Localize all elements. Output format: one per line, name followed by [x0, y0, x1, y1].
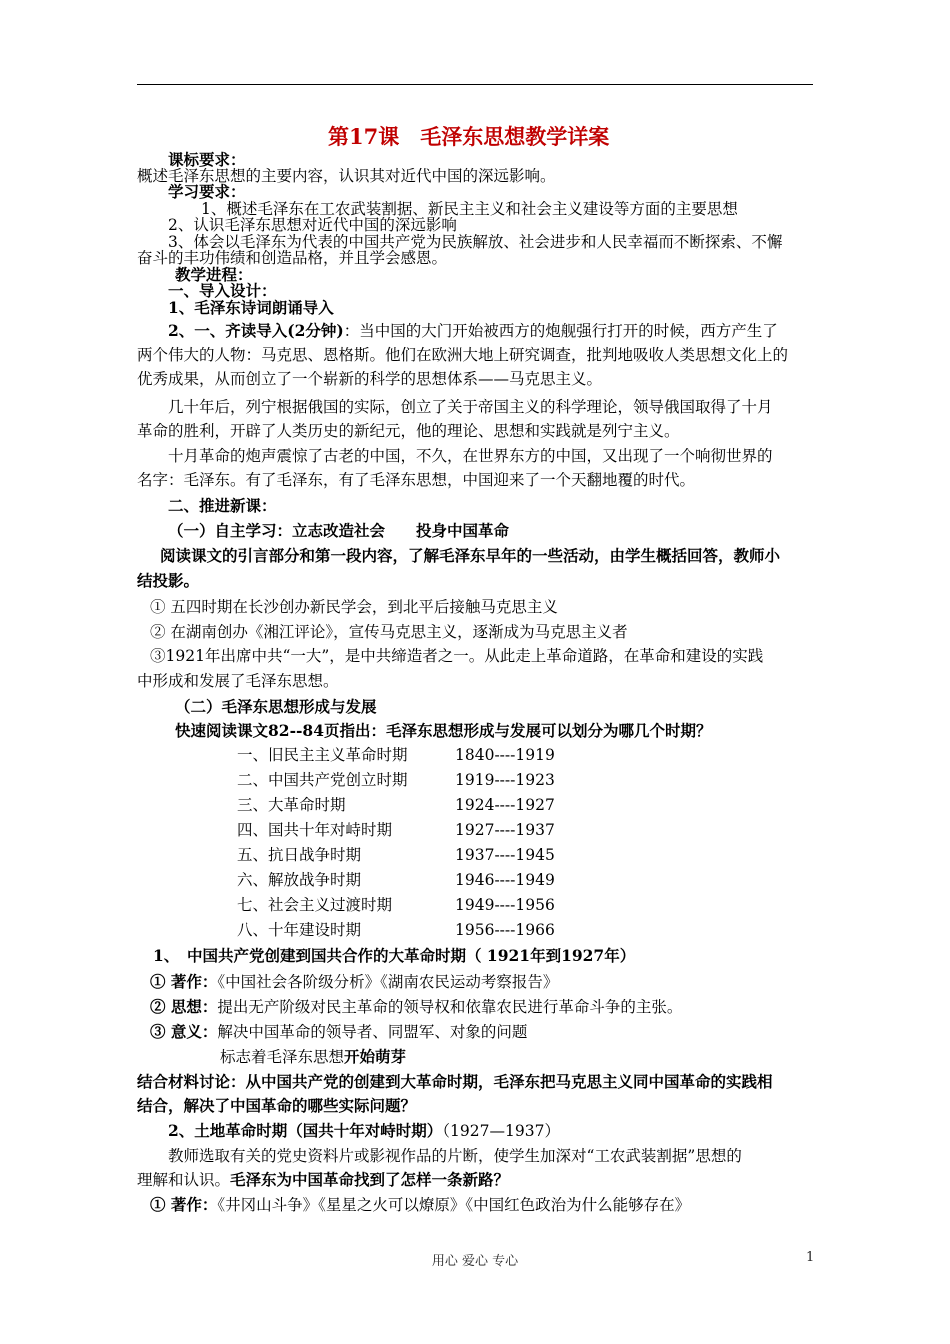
period-label: 二、中国共产党创立时期 — [237, 771, 408, 789]
text-line-content: 结合，解决了中国革命的哪些实际问题？ — [137, 1096, 417, 1115]
period-label: 八、十年建设时期 — [237, 921, 362, 939]
text-line — [150, 972, 558, 992]
text-line — [168, 397, 773, 417]
period-years: 1949----1956 — [455, 896, 555, 914]
text-line-content: 十月革命的炮声震惊了古老的中国，不久，在世界东方的中国，又出现了一个响彻世界的 — [168, 447, 773, 465]
period-label: 七、社会主义过渡时期 — [237, 896, 393, 914]
text-line — [137, 1072, 773, 1092]
text-line — [220, 1047, 406, 1067]
period-years: 1937----1945 — [455, 846, 555, 864]
text-line-content: 学习要求： — [168, 182, 246, 201]
text-line-content: （1927—1937） — [442, 1122, 560, 1140]
page-title: 第17课 毛泽东思想教学详案 — [328, 124, 610, 149]
text-line — [137, 369, 602, 389]
text-line-content: （二）毛泽东思想形成与发展 — [175, 697, 377, 716]
page-footer: 用心 爱心 专心 — [431, 1254, 519, 1269]
text-line-content: 中形成和发展了毛泽东思想。 — [137, 672, 339, 690]
period-years: 1919----1923 — [455, 771, 555, 789]
text-line-lead: ② 思想： — [150, 997, 218, 1016]
text-line — [175, 721, 712, 741]
text-line — [137, 671, 339, 691]
text-line-content: 结合材料讨论：从中国共产党的创建到大革命时期，毛泽东把马克思主义同中国革命的实践相 — [137, 1072, 773, 1091]
text-line-content: 概述毛泽东思想的主要内容，认识其对近代中国的深远影响。 — [137, 167, 556, 185]
text-line — [137, 470, 695, 490]
text-line-content: 奋斗的丰功伟绩和创造品格，并且学会感恩。 — [137, 249, 448, 267]
text-line-content: 《井冈山斗争》《星星之火可以燎原》《中国红色政治为什么能够存在》 — [217, 1196, 691, 1214]
text-line-content: 一、导入设计： — [168, 281, 277, 300]
text-line-content: 1、毛泽东诗词朗诵导入 — [168, 298, 334, 317]
text-line — [168, 1121, 560, 1141]
text-line-content: 教学进程： — [175, 265, 253, 284]
text-line-content: 课标要求： — [168, 150, 246, 169]
period-label: 四、国共十年对峙时期 — [237, 821, 393, 839]
page-number: 1 — [806, 1250, 815, 1265]
text-line-content: 几十年后，列宁根据俄国的实际，创立了关于帝国主义的科学理论，领导俄国取得了十月 — [168, 398, 773, 416]
text-line-lead: 2、土地革命时期（国共十年对峙时期） — [168, 1121, 443, 1140]
text-line — [150, 622, 628, 642]
text-line-lead: 2、一、齐读导入(2分钟) — [168, 321, 344, 340]
text-line-lead: ① 著作： — [150, 1195, 218, 1214]
text-line — [168, 298, 334, 318]
text-line — [160, 546, 780, 566]
text-line-content: 教师选取有关的党史资料片或影视作品的片断，使学生加深对“工农武装割据”思想的 — [168, 1147, 742, 1165]
period-years: 1946----1949 — [455, 871, 555, 889]
text-line — [150, 597, 558, 617]
text-line — [168, 446, 773, 466]
text-line — [153, 946, 635, 966]
text-line — [137, 1096, 416, 1116]
text-line-lead: ① 著作： — [150, 972, 218, 991]
text-line-content: ② 在湖南创办《湘江评论》，宣传马克思主义，逐渐成为马克思主义者 — [150, 623, 628, 641]
text-line — [150, 1022, 527, 1042]
period-years: 1840----1919 — [455, 746, 555, 764]
text-line-content: 结投影。 — [137, 571, 200, 590]
text-line — [168, 521, 509, 541]
text-line-content: 革命的胜利，开辟了人类历史的新纪元，他的理论、思想和实践就是列宁主义。 — [137, 422, 680, 440]
text-line-content: 优秀成果，从而创立了一个崭新的科学的思想体系——马克思主义。 — [137, 370, 603, 388]
text-line-content: 快速阅读课文82--84页指出：毛泽东思想形成与发展可以划分为哪几个时期？ — [175, 721, 712, 740]
text-line-content: 解决中国革命的领导者、同盟军、对象的问题 — [217, 1023, 528, 1041]
text-line-emphasis: 毛泽东为中国革命找到了怎样一条新路？ — [230, 1170, 510, 1189]
text-line — [168, 321, 778, 341]
period-label: 六、解放战争时期 — [237, 871, 362, 889]
period-years: 1927----1937 — [455, 821, 555, 839]
text-line-content: 名字：毛泽东。有了毛泽东，有了毛泽东思想，中国迎来了一个天翻地覆的时代。 — [137, 471, 696, 489]
text-line — [137, 1170, 509, 1190]
text-line-lead: ③ 意义： — [150, 1022, 218, 1041]
text-line — [137, 571, 199, 591]
text-line-content: 1、概述毛泽东在工农武装割据、新民主主义和社会主义建设等方面的主要思想 — [201, 200, 738, 218]
text-line-emphasis: 开始萌芽 — [344, 1047, 407, 1066]
text-line-content: 二、推进新课： — [168, 496, 277, 515]
text-line-content: 两个伟大的人物：马克思、恩格斯。他们在欧洲大地上研究调查，批判地吸收人类思想文化上的 — [137, 346, 789, 364]
text-line-content: 3、体会以毛泽东为代表的中国共产党为民族解放、社会进步和人民幸福而不断探索、不懈 — [168, 233, 783, 251]
header-rule — [137, 84, 813, 85]
text-line — [150, 997, 682, 1017]
period-years: 1924----1927 — [455, 796, 555, 814]
text-line — [150, 646, 763, 666]
text-line-content: 标志着毛泽东思想 — [220, 1048, 345, 1066]
text-line-content: ：当中国的大门开始被西方的炮舰强行打开的时候，西方产生了 — [343, 322, 778, 340]
text-line-content: 1、 中国共产党创建到国共合作的大革命时期（ 1921年到1927年） — [153, 946, 636, 965]
text-line-content: 理解和认识。 — [137, 1171, 231, 1189]
text-line-content: 阅读课文的引言部分和第一段内容，了解毛泽东早年的一些活动，由学生概括回答，教师小 — [160, 546, 781, 565]
text-line — [168, 496, 277, 516]
text-line-content: 2、认识毛泽东思想对近代中国的深远影响 — [168, 216, 457, 234]
period-label: 三、大革命时期 — [237, 796, 346, 814]
text-line-content: （一）自主学习：立志改造社会 投身中国革命 — [168, 521, 510, 540]
text-line-content: 《中国社会各阶级分析》《湖南农民运动考察报告》 — [217, 973, 559, 991]
period-label: 一、旧民主主义革命时期 — [237, 746, 408, 764]
text-line-content: ③1921年出席中共“一大”，是中共缔造者之一。从此走上革命道路，在革命和建设的实践 — [150, 647, 764, 665]
text-line — [175, 697, 377, 717]
text-line — [168, 1146, 742, 1166]
period-years: 1956----1966 — [455, 921, 555, 939]
text-line-content: 提出无产阶级对民主革命的领导权和依靠农民进行革命斗争的主张。 — [217, 998, 683, 1016]
text-line-content: ① 五四时期在长沙创办新民学会，到北平后接触马克思主义 — [150, 598, 558, 616]
period-label: 五、抗日战争时期 — [237, 846, 362, 864]
text-line — [150, 1195, 690, 1215]
text-line — [137, 421, 680, 441]
text-line — [137, 345, 788, 365]
